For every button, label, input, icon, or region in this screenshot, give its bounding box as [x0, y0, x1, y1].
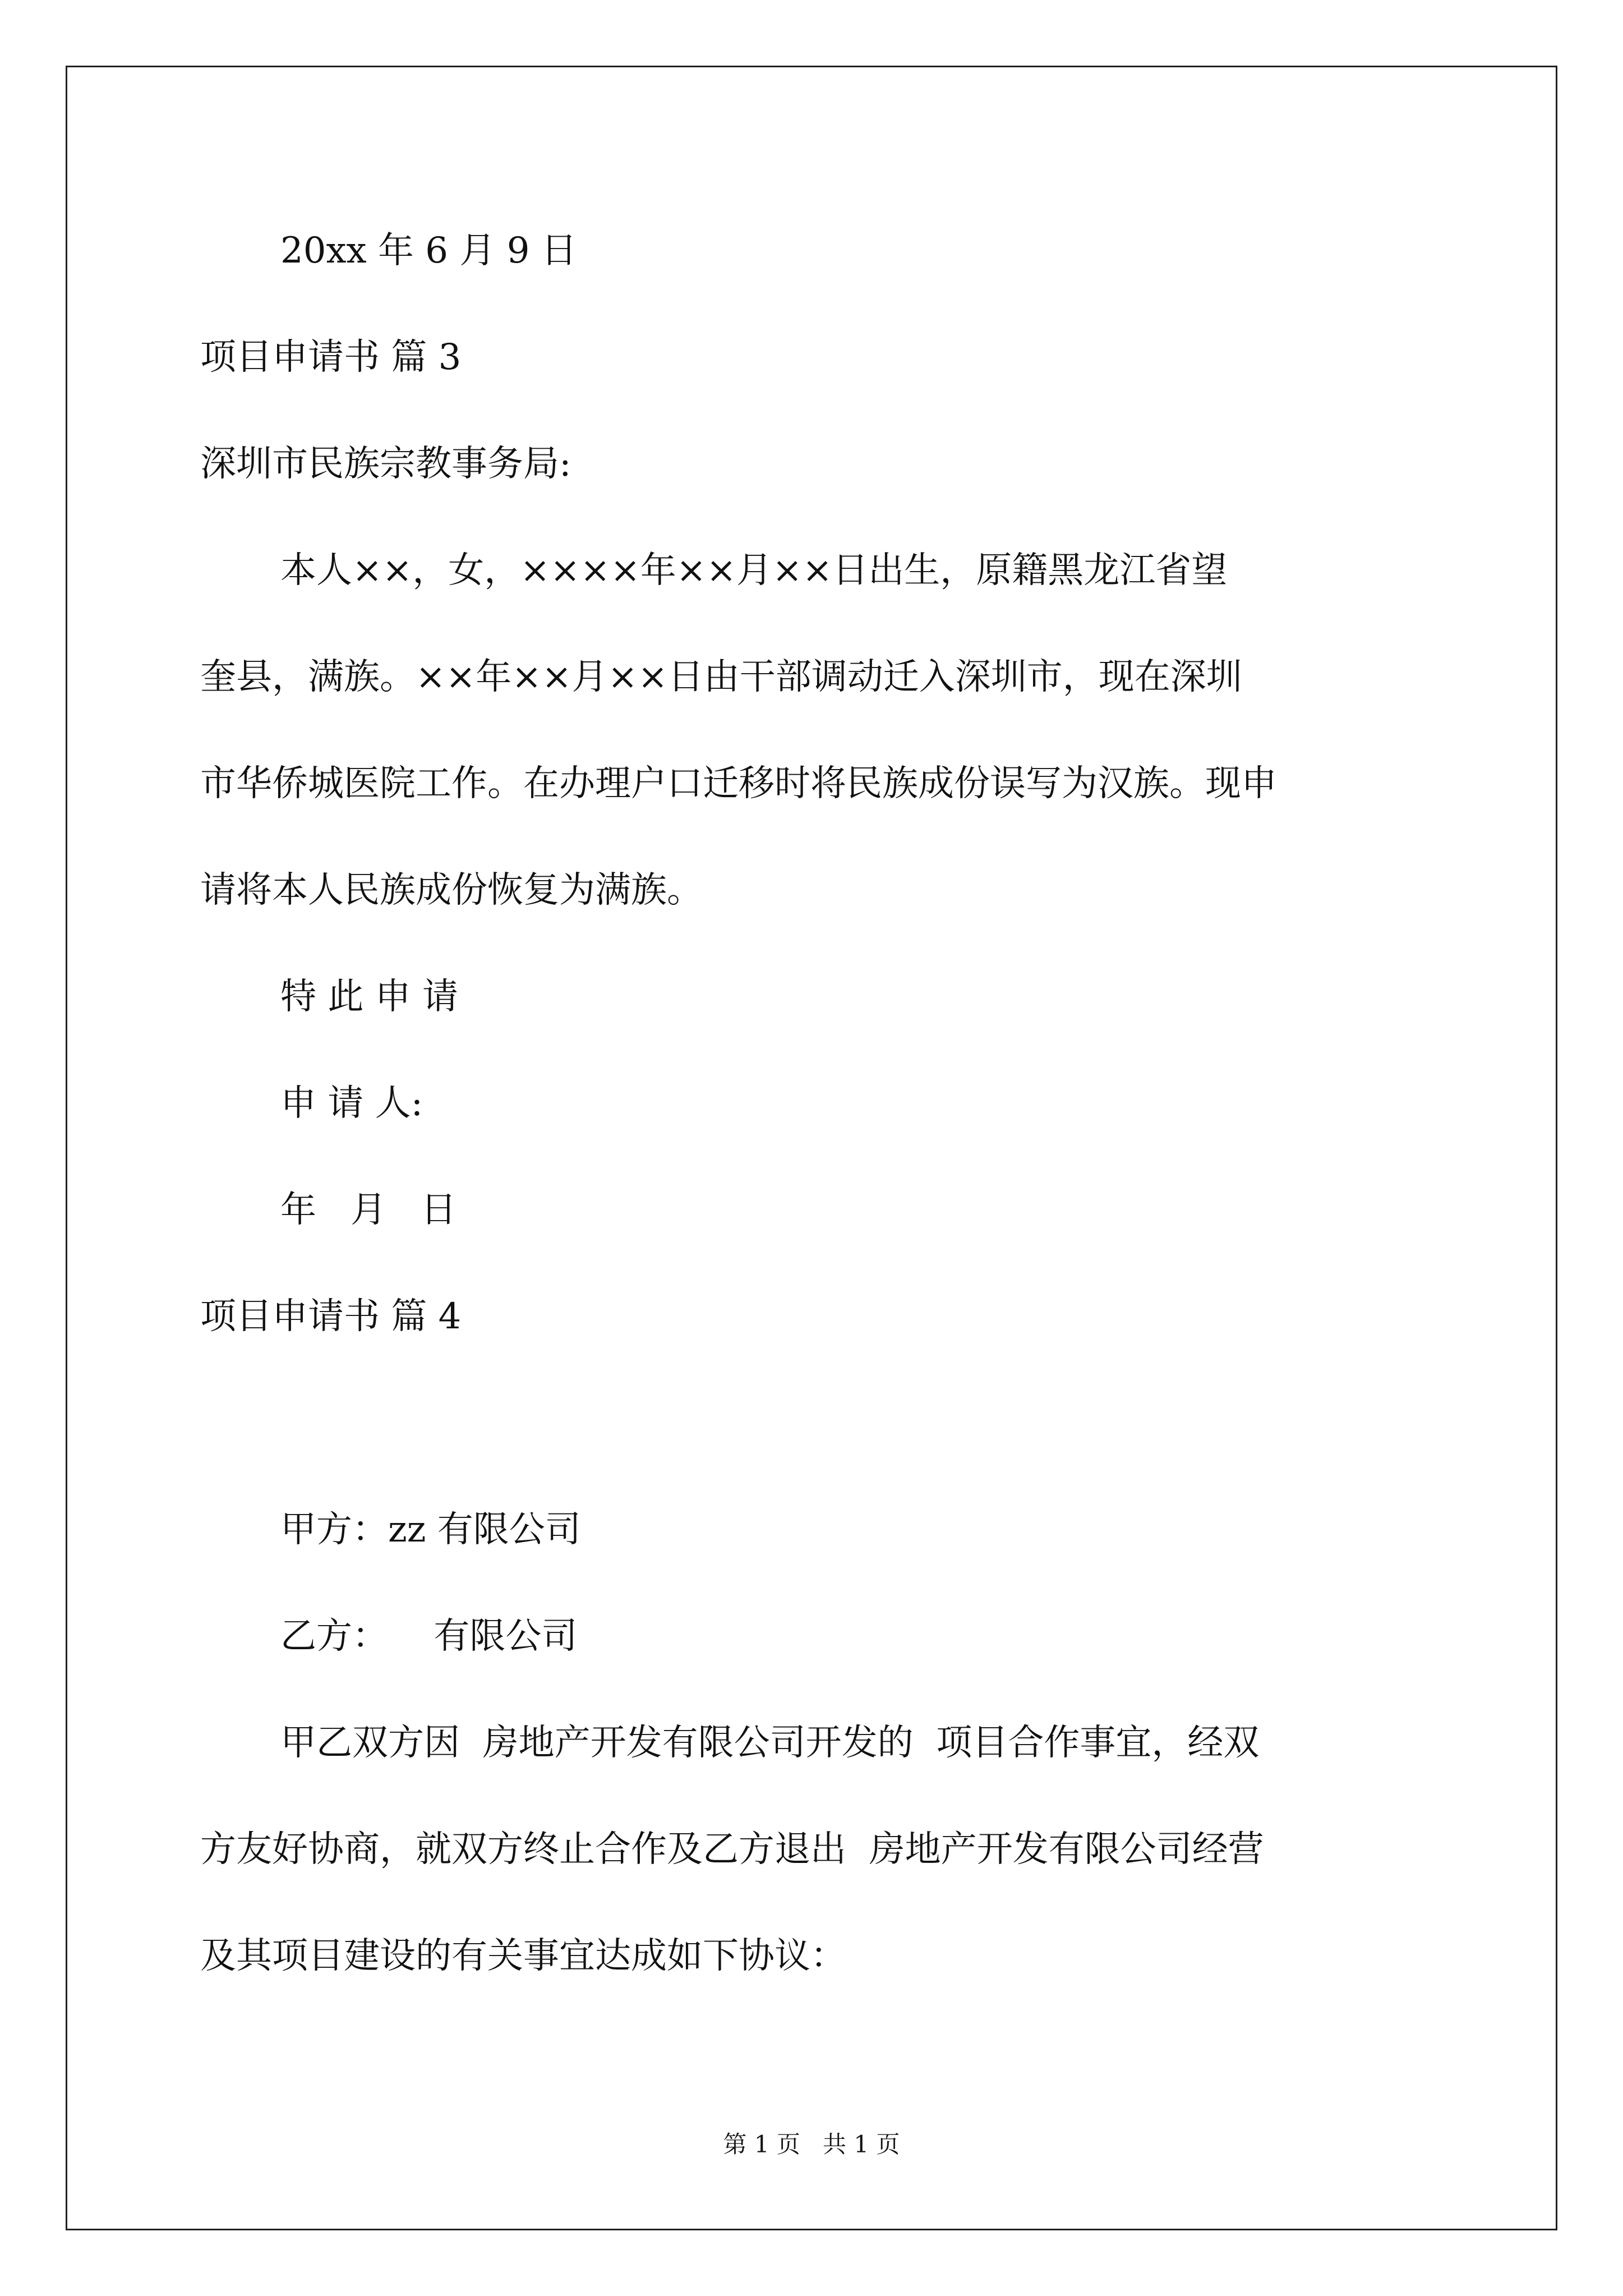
- body-paragraph-line: 市华侨城医院工作。在办理户口迁移时将民族成份误写为汉族。现申: [200, 763, 1277, 804]
- body-paragraph-line: 奎县，满族。××年××月××日由干部调动迁入深圳市，现在深圳: [200, 656, 1242, 698]
- page-footer: 第 1 页 共 1 页: [723, 2131, 900, 2158]
- applicant-signature-line: 申 请 人:: [280, 1083, 423, 1124]
- section-heading-3: 项目申请书 篇 3: [200, 337, 462, 378]
- party-b-line: 乙方： 有限公司: [280, 1616, 578, 1657]
- body-paragraph-line: 本人××，女，××××年××月××日出生，原籍黑龙江省望: [280, 550, 1228, 591]
- section-heading-4: 项目申请书 篇 4: [200, 1296, 462, 1337]
- date-line: 20xx 年 6 月 9 日: [280, 230, 577, 272]
- signature-date-line: 年 月 日: [280, 1189, 457, 1231]
- page-border: [66, 66, 1557, 2230]
- body-paragraph-line: 请将本人民族成份恢复为满族。: [200, 869, 703, 911]
- agreement-paragraph-line: 方友好协商，就双方终止合作及乙方退出 房地产开发有限公司经营: [200, 1829, 1264, 1870]
- agreement-paragraph-line: 甲乙双方因 房地产开发有限公司开发的 项目合作事宜，经双: [280, 1722, 1260, 1764]
- agreement-paragraph-line: 及其项目建设的有关事宜达成如下协议：: [200, 1935, 846, 1977]
- party-a-line: 甲方：zz 有限公司: [280, 1509, 581, 1550]
- addressee: 深圳市民族宗教事务局:: [200, 443, 571, 485]
- closing-phrase: 特 此 申 请: [280, 976, 459, 1018]
